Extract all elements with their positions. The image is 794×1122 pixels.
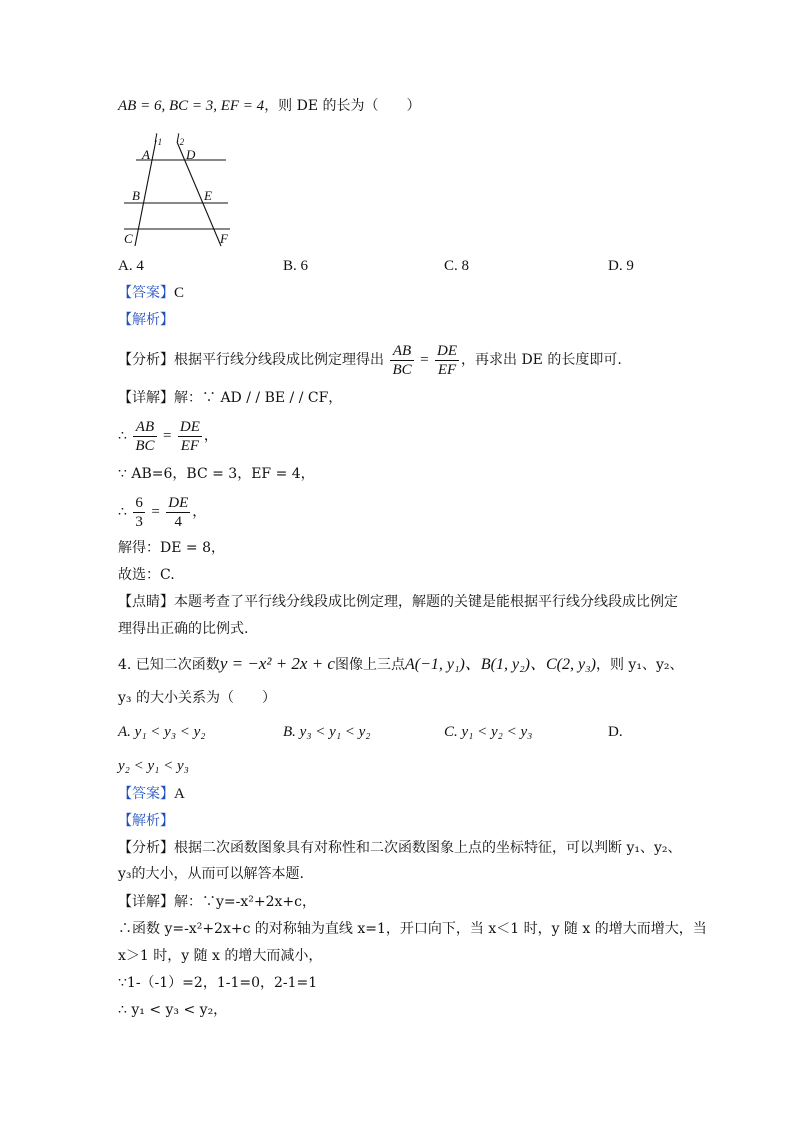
q4-answer-tag: 【答案】: [118, 786, 174, 802]
q3-option-d[interactable]: D. 9: [608, 258, 634, 274]
denominator: 4: [174, 513, 182, 530]
q4-option-a[interactable]: A. y₁ < y₃ < y₂: [118, 724, 206, 740]
q4-analysis-tag: [118, 811, 174, 831]
q3-analysis-tag: [118, 310, 174, 330]
fraction-de-4: [166, 494, 190, 531]
q3-given-line: [118, 96, 421, 116]
q4-function: y = −x² + 2x + c: [219, 654, 335, 673]
q4-fenxi-1: 根据二次函数图象具有对称性和二次函数图象上点的坐标特征，可以判断 y₁、y₂、: [174, 840, 682, 856]
q3-dianjing-line-1: [118, 592, 678, 612]
label-a: A: [142, 147, 150, 162]
q3-dianjing-line-2: 理得出正确的比例式.: [118, 621, 249, 637]
fraction-de-ef-2: [178, 418, 202, 455]
numerator: DE: [179, 418, 200, 435]
q3-numeric-ratio-line: ∴ $\frac{6}{3}$ = $\frac{DE}{4}$ ，: [118, 494, 207, 530]
q3-answer-tag: 【答案】: [118, 285, 174, 301]
q3-option-b[interactable]: B. 6: [283, 258, 309, 274]
q4-detail-line-2: ∴函数 y=-x²+2x+c 的对称轴为直线 x=1，开口向下，当 x＜1 时，y 随 x 的增大而增大，当: [118, 921, 707, 937]
label-f: F: [220, 231, 228, 246]
q4-option-d-content: y₂ < y₁ < y₃: [118, 758, 189, 774]
label-b: B: [132, 188, 140, 203]
q3-answer: C: [174, 285, 185, 301]
q3-detail-tag: 【详解】: [118, 390, 174, 406]
numerator: AB: [133, 418, 156, 437]
q4-detail-line-3: x＞1 时，y 随 x 的增大而减小，: [118, 948, 323, 964]
transversal-l2: [177, 142, 221, 246]
label-c: C: [124, 231, 133, 246]
q4-answer-line: [118, 784, 185, 804]
comma: ，: [192, 504, 207, 520]
q4-detail-tag: 【详解】: [118, 894, 174, 910]
fraction-ab-bc: [390, 342, 413, 379]
label-d: D: [186, 147, 196, 162]
q3-option-a[interactable]: A. 4: [118, 258, 144, 274]
q3-ratio-line: ∴ $\frac{AB}{BC}$ = $\frac{DE}{EF}$ ，: [118, 418, 218, 454]
fraction-de-ef: [435, 342, 459, 379]
q4-option-c[interactable]: C. y₁ < y₂ < y₃: [444, 724, 533, 740]
label-l2: $l_2$: [176, 130, 185, 147]
denominator: BC: [392, 361, 412, 378]
parallel-lines-figure: [118, 124, 248, 250]
q3-given-values: ∵ AB=6，BC = 3，EF = 4，: [118, 466, 315, 482]
q4-detail-1: 解：∵y=-x²+2x+c，: [174, 894, 316, 910]
q4-points: A(−1, y₁)、B(1, y₂)、C(2, y₃): [404, 656, 596, 673]
denominator: EF: [437, 361, 457, 378]
q4-detail-line-5: ∴ y₁ < y₃ < y₂，: [118, 1002, 228, 1018]
numerator: DE: [168, 494, 189, 511]
numerator: DE: [437, 342, 457, 359]
q4-detail-line-4: ∵1-（-1）=2，1-1=0，2-1=1: [118, 975, 318, 991]
q3-answer-line: [118, 283, 184, 303]
q4-answer: A: [174, 786, 185, 802]
therefore-symbol: ∴: [118, 428, 127, 444]
numerator: 6: [135, 494, 143, 511]
q4-fenxi-line-2: y₃的大小，从而可以解答本题.: [118, 866, 304, 882]
q3-option-c[interactable]: C. 8: [444, 258, 470, 274]
comma: ，: [203, 428, 218, 444]
q3-analysis-label: 【解析】: [118, 312, 174, 328]
fraction-6-3: [133, 494, 145, 531]
q4-fenxi-tag: 【分析】: [118, 840, 174, 856]
q3-detail-line-1: [118, 388, 342, 408]
q3-dianjing-1: 本题考查了平行线分线段成比例定理，解题的关键是能根据平行线分线段成比例定: [174, 594, 678, 610]
label-l1: $l_1$: [154, 130, 163, 147]
q3-fenxi-line: 【分析】根据平行线分线段成比例定理得出 $\frac{AB}{BC}$ = $\frac{DE}{EF}$ ，再求出 DE 的长度即可.: [118, 342, 622, 378]
q4-stem-pre: 4. 已知二次函数: [118, 657, 220, 673]
q4-option-d[interactable]: D.: [608, 724, 623, 740]
fraction-ab-bc-2: [133, 418, 156, 455]
q3-given: AB = 6, BC = 3, EF = 4: [118, 98, 265, 114]
label-e: E: [204, 188, 212, 203]
q4-stem-line-1: [118, 654, 683, 675]
q4-stem-line-2: y₃ 的大小关系为（ ）: [118, 690, 276, 706]
q3-fenxi-post: ，再求出 DE 的长度即可.: [461, 352, 622, 368]
q4-analysis-label: 【解析】: [118, 813, 174, 829]
q3-solve: 解得：DE = 8，: [118, 540, 225, 556]
denominator: 3: [135, 513, 143, 530]
q4-stem-post: ，则 y₁、y₂、: [595, 657, 684, 673]
therefore-symbol: ∴: [118, 504, 127, 520]
q4-detail-line-1: [118, 892, 316, 912]
q3-choose: 故选：C.: [118, 567, 175, 583]
q3-fenxi-tag: 【分析】: [118, 352, 174, 368]
q4-fenxi-line-1: [118, 838, 682, 858]
q3-detail-1: 解：∵ AD / / BE / / CF，: [174, 390, 343, 406]
q4-option-b[interactable]: B. y₃ < y₁ < y₂: [283, 724, 371, 740]
q4-stem-mid: 图像上三点: [334, 657, 405, 673]
q3-dianjing-tag: 【点睛】: [118, 594, 174, 610]
numerator: AB: [390, 342, 413, 361]
q3-fenxi-pre: 根据平行线分线段成比例定理得出: [174, 352, 384, 368]
q3-given-suffix: ，则 DE 的长为（ ）: [264, 98, 421, 114]
denominator: BC: [135, 437, 155, 454]
denominator: EF: [180, 437, 200, 454]
